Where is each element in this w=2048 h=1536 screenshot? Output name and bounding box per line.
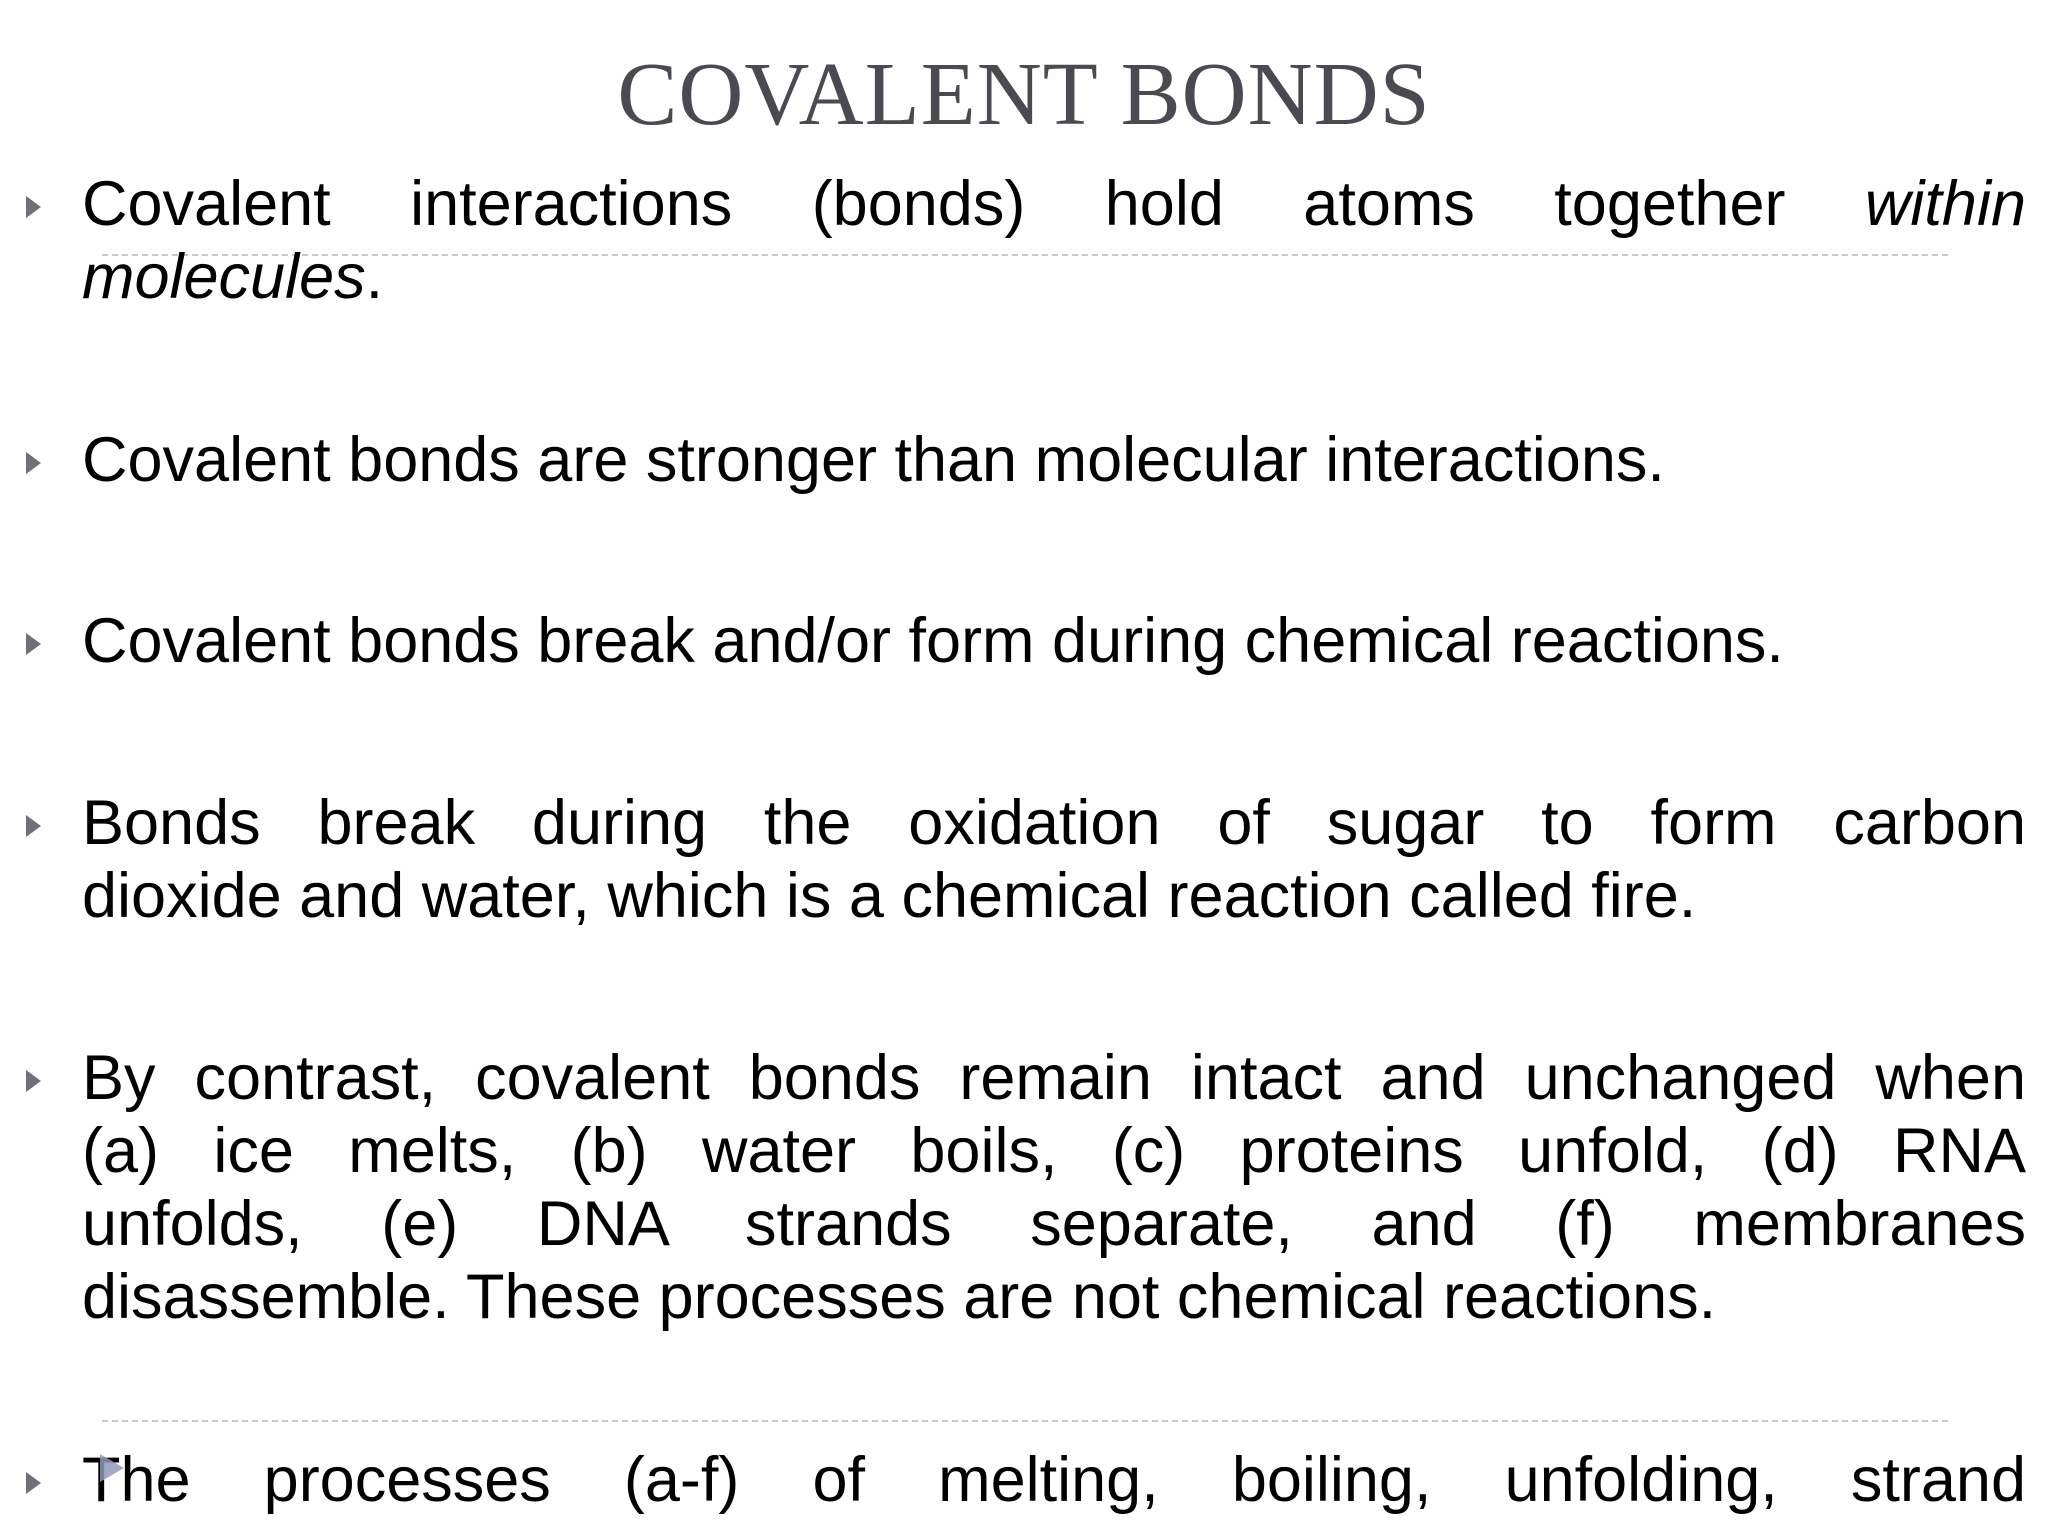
bullet-arrow-icon [26,633,41,655]
bullet-line [82,860,2026,933]
bullet-line [82,241,2026,314]
bullet-arrow-icon [26,196,41,218]
bullet-text [82,1444,2026,1517]
bullet-line [82,168,2026,241]
bottom-divider [102,1420,1948,1422]
bullet-text [82,787,2026,933]
bullet-text [82,424,2026,497]
bullet-emphasis: within [1864,169,2026,239]
bullet-segment: By contrast, covalent bonds remain intact and unchanged when [82,1043,2026,1113]
slide-title: COVALENT BONDS [617,45,1431,144]
bullet-segment: disassemble. These processes are not chemical reactions. [82,1262,1717,1332]
bullet-line [82,605,2026,678]
bullet-segment: dioxide and water, which is a chemical reaction called fire. [82,861,1697,931]
bullet-line [82,787,2026,860]
bullet-arrow-icon [26,452,41,474]
bullet-arrow-icon [26,1070,41,1092]
bullet-text [82,1042,2026,1334]
bullet-segment: . [365,242,384,312]
bullet-segment: Covalent bonds break and/or form during chemical reactions. [82,606,1784,676]
bullet-segment: Bonds break during the oxidation of sugar to form carbon [82,788,2026,858]
bullet-line [82,1261,2026,1334]
bullet-line [82,1444,2026,1517]
bullet-arrow-icon [26,1472,41,1494]
bullet-emphasis: molecules [82,242,366,312]
bullet-line [82,1115,2026,1188]
bullet-text [82,605,2026,678]
bullet-segment: Covalent interactions (bonds) hold atoms together [82,169,1865,239]
bullet-segment: (a) ice melts, (b) water boils, (c) proteins unfold, (d) RNA [82,1116,2026,1186]
bullet-segment: The processes (a-f) of melting, boiling, unfolding, strand [82,1445,2026,1515]
bullet-line [82,1042,2026,1115]
slide-corner-arrow-icon [100,1454,124,1482]
bullet-segment: unfolds, (e) DNA strands separate, and (f) membranes [82,1189,2026,1259]
bullet-text [82,168,2026,314]
bullet-line [82,1188,2026,1261]
bullet-arrow-icon [26,815,41,837]
bullet-segment: Covalent bonds are stronger than molecular interactions. [82,425,1665,495]
bullet-line [82,424,2026,497]
